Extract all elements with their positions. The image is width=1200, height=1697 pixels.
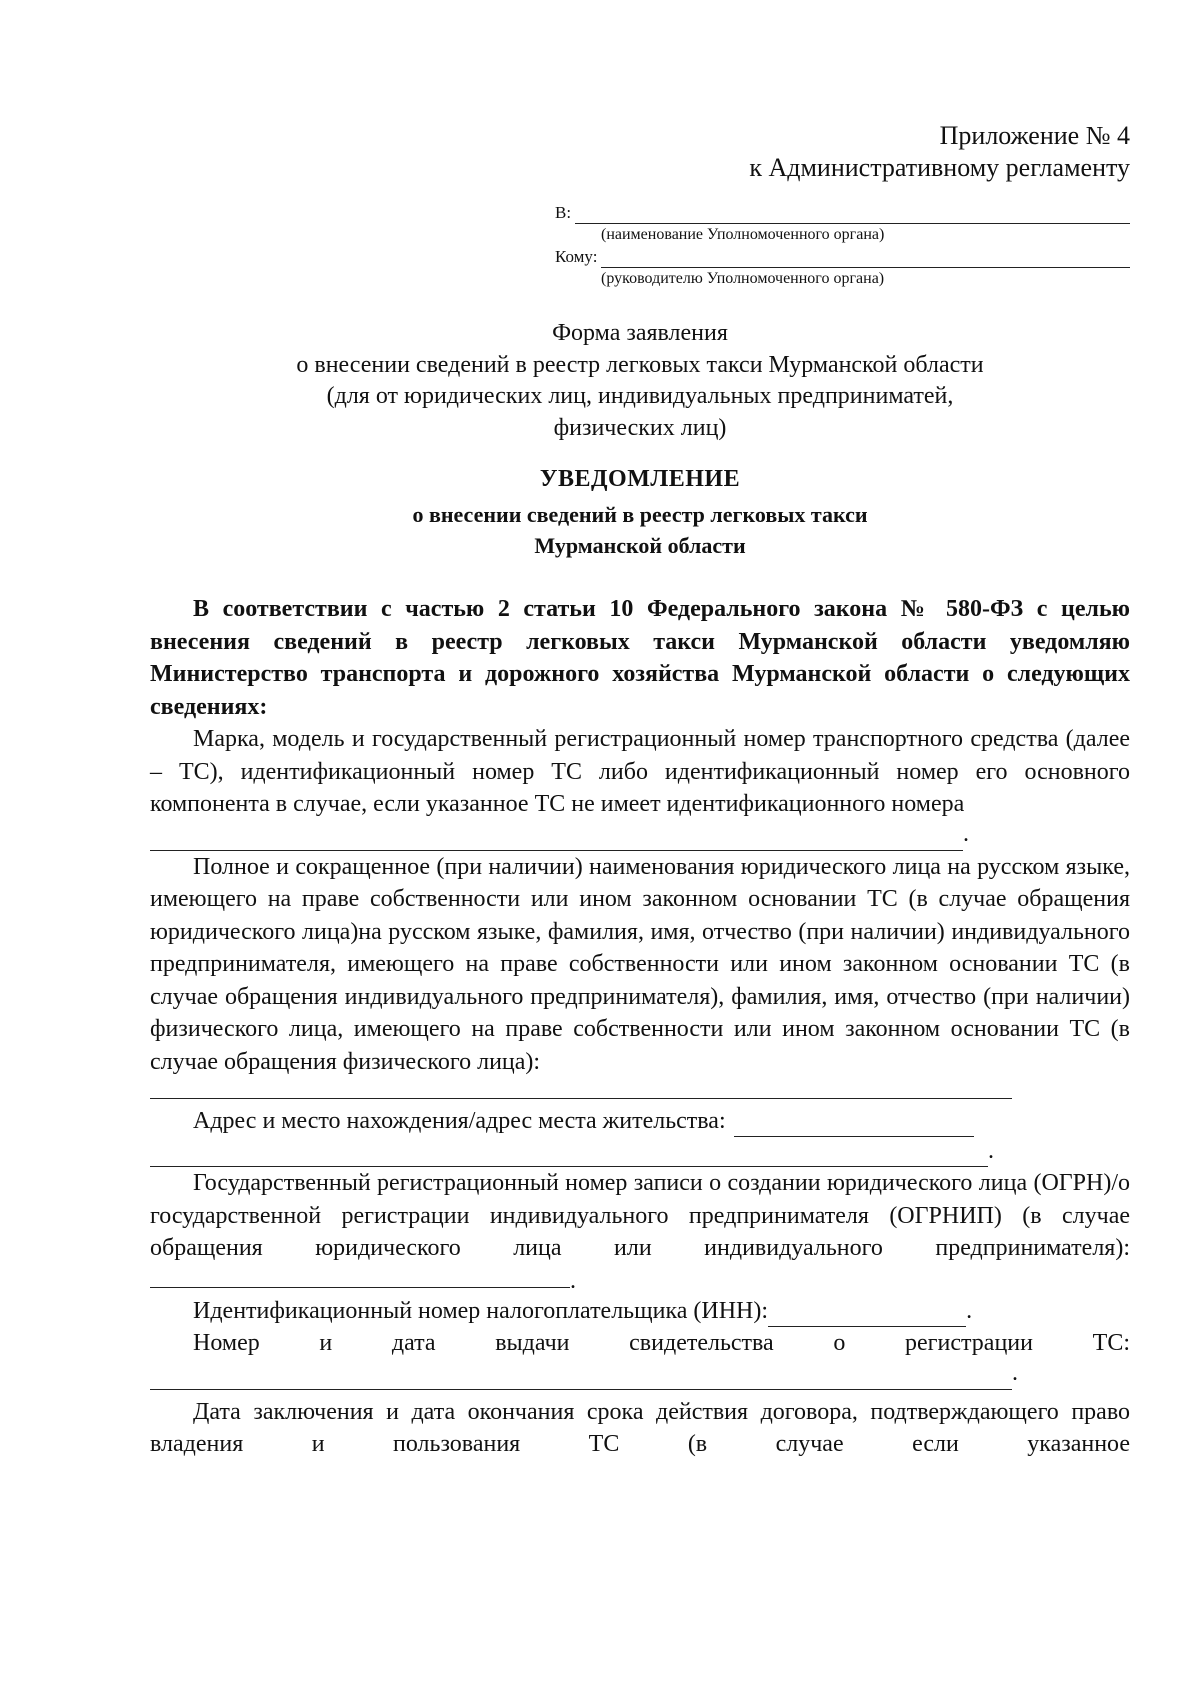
vehicle-field-row xyxy=(150,821,1130,851)
address-row xyxy=(150,1107,1130,1137)
contract-paragraph: Дата заключения и дата окончания срока действия договора, подтверждающего право владения и пользования ТС (в случае если указанное xyxy=(150,1398,1130,1457)
recipient-whom-note: (руководителю Уполномоченного органа) xyxy=(601,270,885,287)
appendix-reference: к Административному регламенту xyxy=(749,153,1130,182)
address-field-continued[interactable] xyxy=(150,1148,988,1167)
form-title xyxy=(150,318,1130,444)
recipient-whom-label: Кому: xyxy=(555,247,598,266)
period: . xyxy=(966,1297,973,1324)
recipient-to-row xyxy=(555,202,1130,224)
recipient-to-note: (наименование Уполномоченного органа) xyxy=(601,226,885,243)
inn-label: Идентификационный номер налогоплательщика (ИНН): xyxy=(193,1297,769,1324)
address-field[interactable] xyxy=(734,1118,974,1137)
notice-body xyxy=(150,593,1130,1461)
ogrn-paragraph xyxy=(150,1167,1130,1297)
owner-paragraph: Полное и сокращенное (при наличии) наименования юридического лица на русском языке, имеющего на праве собственности или ином законном основании ТС (в случае обращения юридического лица)на русском языке, фамилия, имя, отчество (при наличии) индивидуального предпринимателя, имеющего на праве собственности или ином законном основании ТС (в случае обращения индивидуального предпринимателя), фамилия, имя, отчество (при наличии) физического лица, имеющего на праве собственности или ином законном основании ТС (в случае обращения физического лица): xyxy=(150,853,1130,1075)
recipient-to-label: В: xyxy=(555,203,572,222)
certificate-paragraph: Номер и дата выдачи свидетельства о регистрации ТС: xyxy=(193,1330,1130,1356)
period: . xyxy=(963,821,969,847)
appendix-number: Приложение № 4 xyxy=(939,121,1130,150)
period: . xyxy=(988,1137,994,1164)
certificate-field[interactable] xyxy=(150,1371,1012,1390)
ogrn-field[interactable] xyxy=(150,1265,570,1288)
vehicle-field[interactable] xyxy=(150,832,963,851)
period: . xyxy=(570,1267,576,1294)
owner-field[interactable] xyxy=(150,1078,1012,1099)
recipient-to-field[interactable] xyxy=(575,205,1130,224)
recipient-block xyxy=(555,202,1130,290)
recipient-whom-field[interactable] xyxy=(601,249,1130,268)
ogrn-label: Государственный регистрационный номер записи о создании юридического лица (ОГРН)/о государственной регистрации индивидуального предпринимателя (ОГРНИП) (в случае обращения юридического лица или индивидуального предпринимателя): xyxy=(150,1170,1130,1261)
form-title-line: физических лиц) xyxy=(553,414,727,441)
form-title-line: о внесении сведений в реестр легковых такси Мурманской области xyxy=(296,351,984,378)
address-label: Адрес и место нахождения/адрес места жительства: xyxy=(193,1107,726,1134)
form-title-line: Форма заявления xyxy=(552,320,728,346)
appendix-header xyxy=(150,120,1130,184)
document-page xyxy=(150,120,1130,1461)
address-field-row-2 xyxy=(150,1137,1130,1167)
notice-subtitle xyxy=(150,499,1130,561)
form-title-line: (для от юридических лиц, индивидуальных предприниматей, xyxy=(326,383,954,409)
inn-row xyxy=(150,1297,1130,1327)
notice-subtitle-line: о внесении сведений в реестр легковых такси xyxy=(412,502,868,527)
period: . xyxy=(1012,1360,1018,1386)
recipient-whom-row xyxy=(555,246,1130,268)
vehicle-paragraph: Марка, модель и государственный регистрационный номер транспортного средства (далее – ТС), идентификационный номер ТС либо идентификационный номер его основного компонента в случае, если указанное ТС не имеет идентификационного номера xyxy=(150,726,1130,817)
intro-paragraph: В соответствии с частью 2 статьи 10 Федерального закона № 580-ФЗ с целью внесения сведений в реестр легковых такси Мурманской области уведомляю Министерство транспорта и дорожного хозяйства Мурманской области о следующих сведениях: xyxy=(150,596,1130,720)
inn-field[interactable] xyxy=(768,1308,966,1327)
notice-title: УВЕДОМЛЕНИЕ xyxy=(539,466,741,492)
certificate-field-row xyxy=(150,1360,1130,1390)
notice-subtitle-line: Мурманской области xyxy=(534,533,746,558)
